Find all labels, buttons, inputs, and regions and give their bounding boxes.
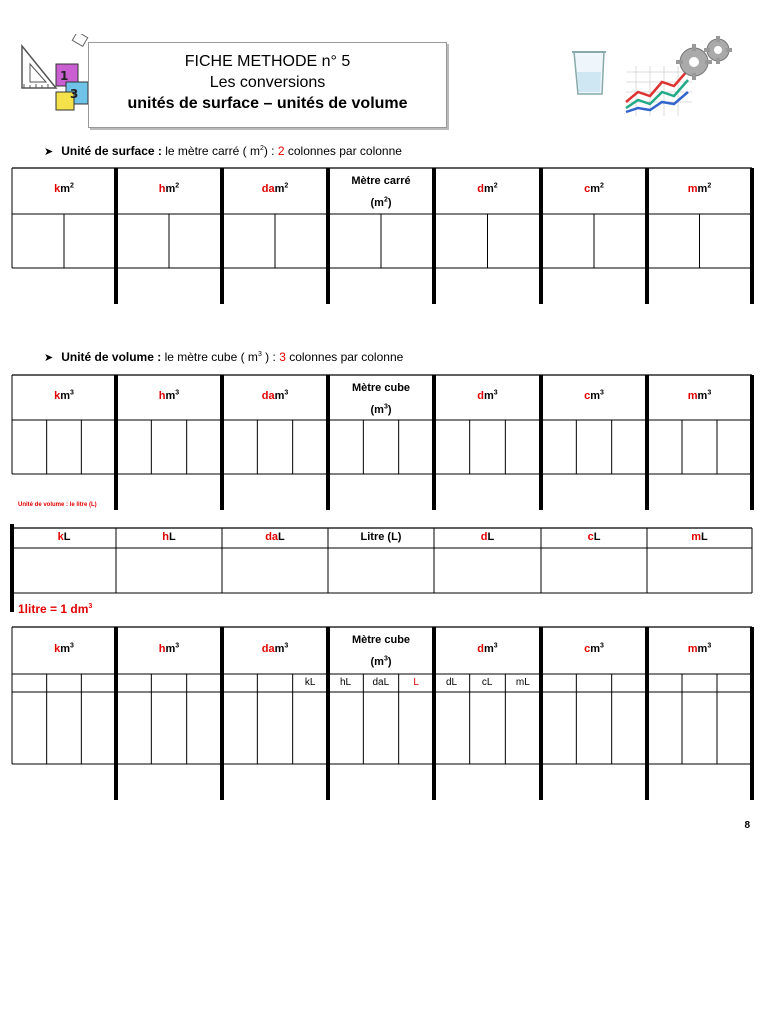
volume-table-header-6: $mm^3$ bbox=[687, 388, 712, 402]
surface-text: le mètre carré ( m bbox=[161, 144, 260, 158]
combined-table-header-2: dam$^3$ bbox=[261, 641, 289, 655]
combined-litre-label-3: L bbox=[413, 677, 419, 688]
surface-text2: ) : bbox=[263, 144, 278, 158]
title-line-1: FICHE METHODE n° 5 bbox=[184, 53, 351, 70]
arrow-bullet-icon: ➤ bbox=[44, 146, 54, 158]
combined-table-header-4: $dm^3$ bbox=[477, 641, 498, 655]
volume-table-header-5: $cm^3$ bbox=[584, 388, 604, 402]
combined-litre-label-4: dL bbox=[445, 677, 458, 688]
combined-table-header-1: $hm^3$ bbox=[158, 641, 180, 655]
surface-label: Unité de surface : bbox=[61, 144, 162, 158]
litre-table-header-4: dL bbox=[480, 531, 495, 543]
litre-table-header-1: hL bbox=[162, 531, 176, 543]
litre-table-header-0: kL bbox=[57, 531, 71, 543]
litre-table-header-6: mL bbox=[691, 531, 708, 543]
litre-table-header-2: daL bbox=[265, 531, 285, 543]
svg-text:3: 3 bbox=[70, 87, 79, 101]
title-line-2: Les conversions bbox=[209, 74, 326, 91]
surface-table-header-0: $km^2$ bbox=[54, 182, 74, 195]
surface-table-header-3: Mètre carré $(m^2)$ bbox=[351, 175, 411, 209]
surface-table-header-1: $hm^2$ bbox=[158, 182, 180, 195]
volume-table-header-1: $hm^3$ bbox=[158, 388, 180, 402]
volume-table-header-3: Mètre cube $(m^3)$ bbox=[351, 382, 411, 416]
surface-num: 2 bbox=[277, 144, 285, 158]
litre-table-header-3: Litre (L) bbox=[360, 531, 402, 543]
volume-label: Unité de volume : bbox=[61, 350, 162, 364]
surface-table-header-4: $dm^2$ bbox=[477, 182, 498, 195]
volume-table-header-0: $km^3$ bbox=[54, 388, 74, 402]
combined-litre-label-5: cL bbox=[481, 677, 493, 688]
equivalence-exp: 3 bbox=[88, 603, 93, 610]
volume-num: 3 bbox=[279, 350, 286, 364]
volume-text2: ) : bbox=[261, 350, 280, 364]
surface-text3: colonnes par colonne bbox=[284, 144, 402, 158]
volume-table-header-2: dam$^3$ bbox=[261, 388, 289, 402]
surface-table-header-5: $cm^2$ bbox=[584, 182, 604, 195]
combined-table-header-0: $km^3$ bbox=[54, 641, 74, 655]
combined-litre-label-0: kL bbox=[304, 677, 316, 688]
volume-text3: colonnes par colonne bbox=[285, 350, 404, 364]
litre-table-header-5: cL bbox=[587, 531, 601, 543]
combined-table-header-3: Mètre cube $(m^3)$ bbox=[351, 634, 411, 668]
volume-table-header-4: $dm^3$ bbox=[477, 388, 498, 402]
combined-table-header-6: $mm^3$ bbox=[687, 641, 712, 655]
volume-exp: 3 bbox=[257, 351, 262, 358]
combined-litre-label-6: mL bbox=[515, 677, 530, 688]
volume-text: le mètre cube ( m bbox=[161, 350, 258, 364]
surface-exp: 2 bbox=[259, 145, 264, 152]
surface-table-header-2: dam$^2$ bbox=[261, 182, 289, 195]
combined-litre-label-2: daL bbox=[372, 677, 390, 688]
combined-litre-label-1: hL bbox=[339, 677, 352, 688]
arrow-bullet-icon: ➤ bbox=[44, 352, 54, 364]
combined-table-header-5: $cm^3$ bbox=[584, 641, 604, 655]
svg-text:1: 1 bbox=[60, 69, 69, 83]
title-line-3: unités de surface – unités de volume bbox=[127, 95, 408, 112]
equivalence-text: 1litre = 1 dm bbox=[18, 602, 89, 616]
page-number: 8 bbox=[744, 820, 750, 831]
surface-table-header-6: $mm^2$ bbox=[687, 182, 712, 195]
litre-note: Unité de volume : le litre (L) bbox=[18, 502, 97, 508]
